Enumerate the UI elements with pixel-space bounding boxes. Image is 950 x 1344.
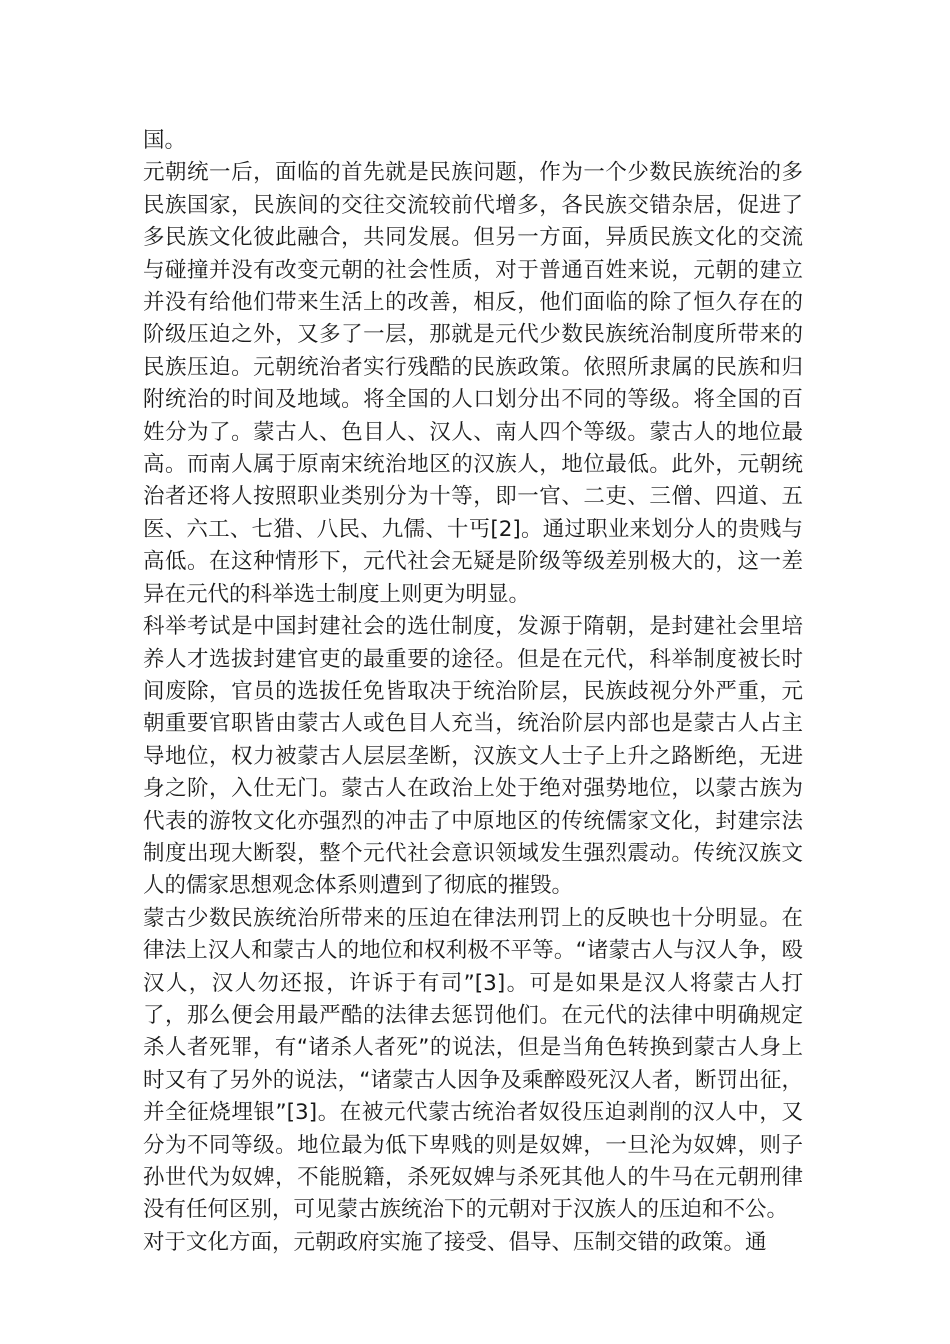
paragraph-continuation: 国。 <box>143 128 187 153</box>
paragraph-imperial-exam: 科举考试是中国封建社会的选仕制度，发源于隋朝，是封建社会里培养人才选拔封建官吏的最重要的途径。但是在元代，科举制度被长时间废除，官员的选拔任免皆取决于统治阶层，民族歧视分外严重，元朝重要官职皆由蒙古人或色目人充当，统治阶层内部也是蒙古人占主导地位，权力被蒙古人层层垄断，汉族文人士子上升之路断绝，无进身之阶，入仕无门。蒙古人在政治上处于绝对强势地位，以蒙古族为代表的游牧文化亦强烈的冲击了中原地区的传统儒家文化，封建宗法制度出现大断裂，整个元代社会意识领域发生强烈震动。传统汉族文人的儒家思想观念体系则遭到了彻底的摧毁。 <box>143 614 803 899</box>
document-body <box>143 125 803 1259</box>
paragraph-ethnic-policy: 元朝统一后，面临的首先就是民族问题，作为一个少数民族统治的多民族国家，民族间的交往交流较前代增多，各民族交错杂居，促进了多民族文化彼此融合，共同发展。但另一方面，异质民族文化的交流与碰撞并没有改变元朝的社会性质，对于普通百姓来说，元朝的建立并没有给他们带来生活上的改善，相反，他们面临的除了恒久存在的阶级压迫之外，又多了一层，那就是元代少数民族统治制度所带来的民族压迫。元朝统治者实行残酷的民族政策。依照所隶属的民族和归附统治的时间及地域。将全国的人口划分出不同的等级。将全国的百姓分为了。蒙古人、色目人、汉人、南人四个等级。蒙古人的地位最高。而南人属于原南宋统治地区的汉族人，地位最低。此外，元朝统治者还将人按照职业类别分为十等，即一官、二吏、三僧、四道、五医、六工、七猎、八民、九儒、十丐[2]。通过职业来划分人的贵贱与高低。在这种情形下，元代社会无疑是阶级等级差别极大的，这一差异在元代的科举选士制度上则更为明显。 <box>143 160 803 607</box>
paragraph-legal-oppression: 蒙古少数民族统治所带来的压迫在律法刑罚上的反映也十分明显。在律法上汉人和蒙古人的地位和权利极不平等。“诸蒙古人与汉人争，殴汉人，汉人勿还报，许诉于有司”[3]。可是如果是汉人将蒙古人打了，那么便会用最严酷的法律去惩罚他们。在元代的法律中明确规定杀人者死罪，有“诸杀人者死”的说法，但是当角色转换到蒙古人身上时又有了另外的说法，“诸蒙古人因争及乘醉殴死汉人者，断罚出征，并全征烧埋银”[3]。在被元代蒙古统治者奴役压迫剥削的汉人中，又分为不同等级。地位最为低下卑贱的则是奴婢，一旦沦为奴婢，则子孙世代为奴婢，不能脱籍，杀死奴婢与杀死其他人的牛马在元朝刑律没有任何区别，可见蒙古族统治下的元朝对于汉族人的压迫和不公。 <box>143 905 803 1223</box>
paragraph-culture-policy: 对于文化方面，元朝政府实施了接受、倡导、压制交错的政策。通 <box>143 1229 767 1255</box>
